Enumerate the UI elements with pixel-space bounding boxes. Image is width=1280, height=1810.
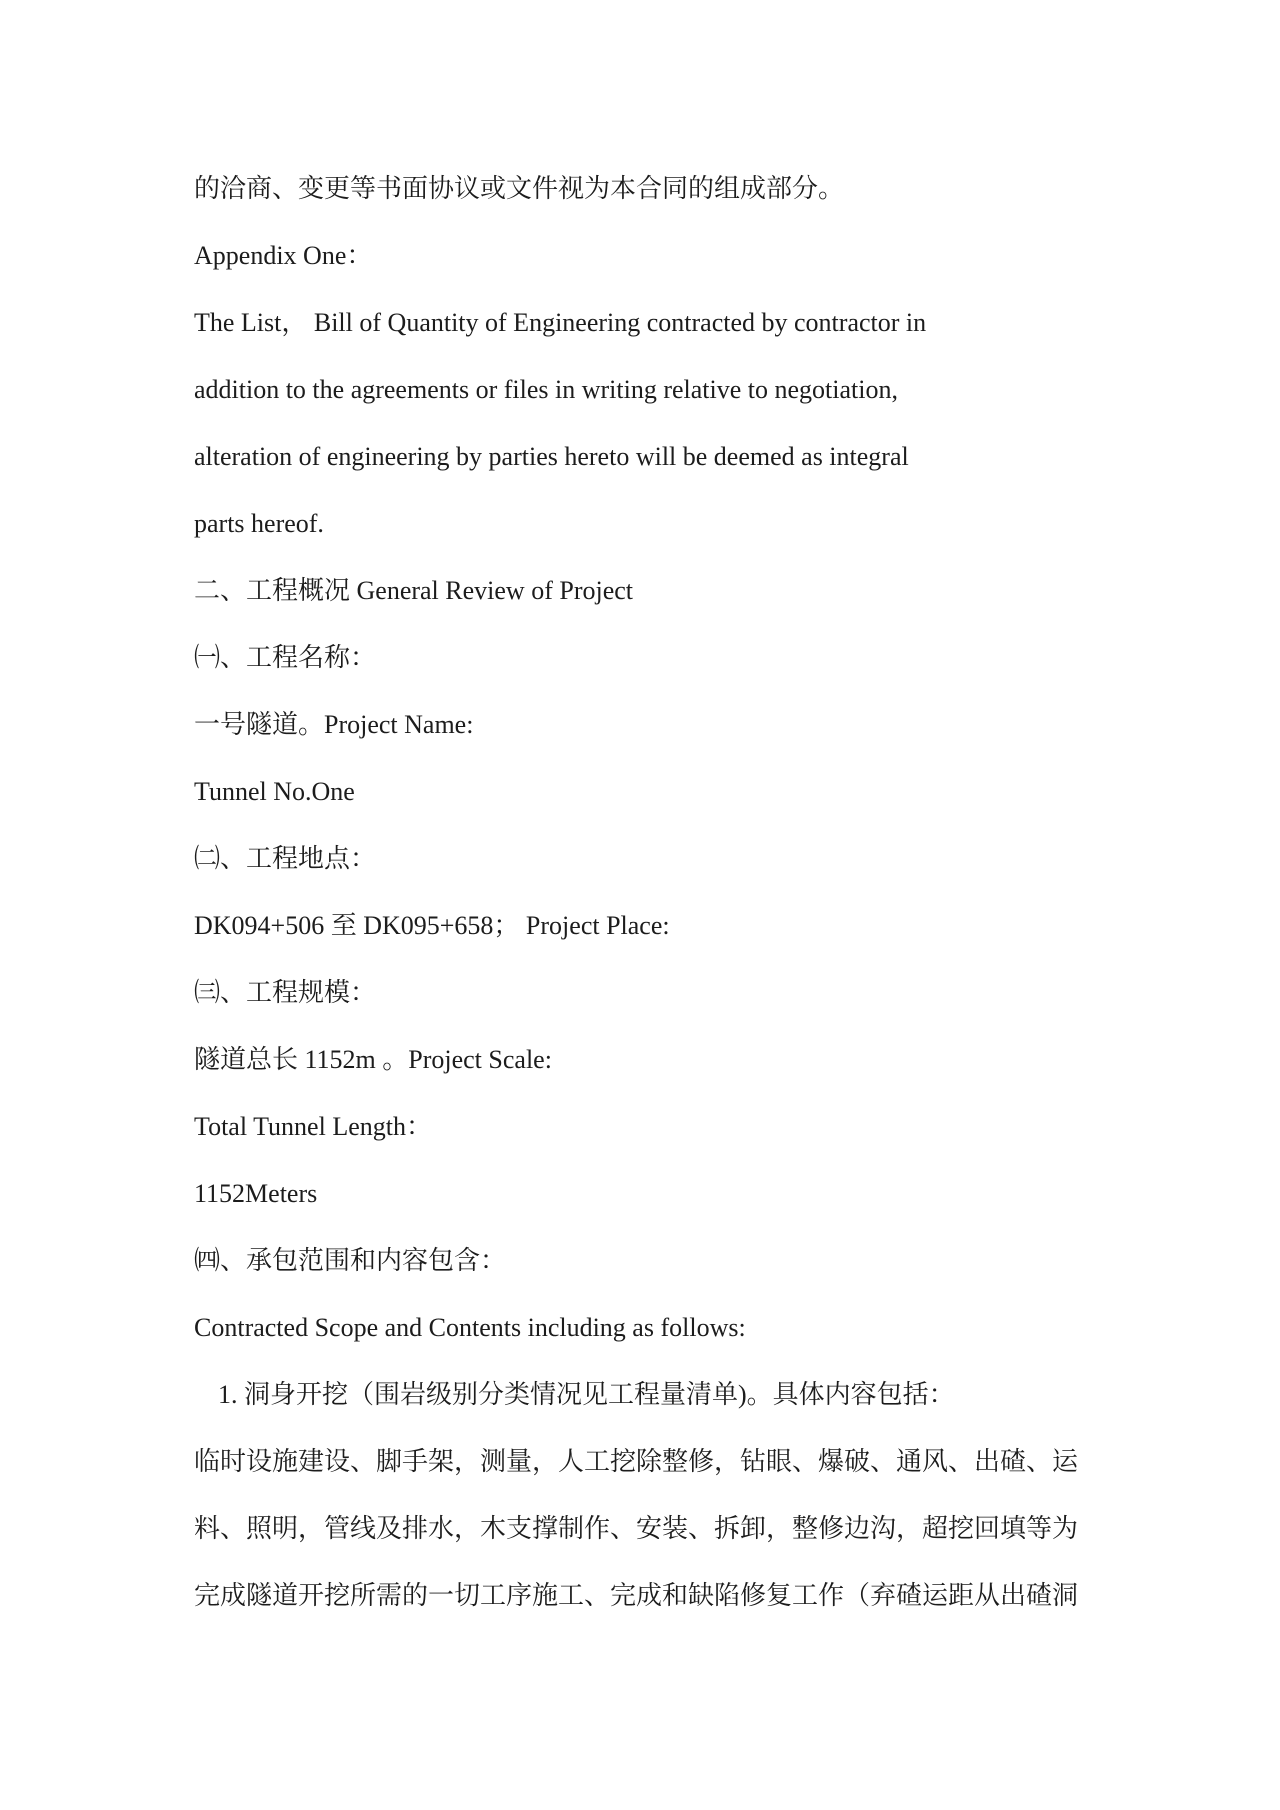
paragraph-text: 完成隧道开挖所需的一切工序施工、完成和缺陷修复工作（弃碴运距从出碴洞 [194,1581,1079,1610]
subsection-heading: ㈢、工程规模： [194,978,377,1007]
list-item: 1. 洞身开挖（围岩级别分类情况见工程量清单)。具体内容包括： [218,1380,955,1409]
paragraph-text: 的洽商、变更等书面协议或文件视为本合同的组成部分。 [194,174,845,203]
paragraph-text: parts hereof. [194,509,324,538]
subsection-heading: ㈠、工程名称： [194,643,377,672]
paragraph-text: Total Tunnel Length： [194,1112,432,1141]
paragraph-text: 1152Meters [194,1179,318,1208]
paragraph-text: DK094+506 至 DK095+658； Project Place: [194,911,670,940]
paragraph-text: Tunnel No.One [194,777,355,806]
paragraph-text: addition to the agreements or files in writing relative to negotiation, [194,375,898,404]
paragraph-text: 一号隧道。Project Name: [194,710,474,739]
paragraph-text: Contracted Scope and Contents including as follows: [194,1313,746,1342]
subsection-heading: ㈣、承包范围和内容包含： [194,1246,507,1275]
appendix-heading: Appendix One： [194,241,373,270]
paragraph-text: alteration of engineering by parties hereto will be deemed as integral [194,442,909,471]
paragraph-text: 料、照明，管线及排水，木支撑制作、安装、拆卸，整修边沟，超挖回填等为 [194,1514,1079,1543]
subsection-heading: ㈡、工程地点： [194,844,377,873]
section-heading: 二、工程概况 General Review of Project [194,576,634,605]
paragraph-text: 隧道总长 1152m 。Project Scale: [194,1045,552,1074]
paragraph-text: 临时设施建设、脚手架，测量，人工挖除整修，钻眼、爆破、通风、出碴、运 [194,1447,1079,1476]
paragraph-text: The List， Bill of Quantity of Engineering contracted by contractor in [194,308,927,337]
